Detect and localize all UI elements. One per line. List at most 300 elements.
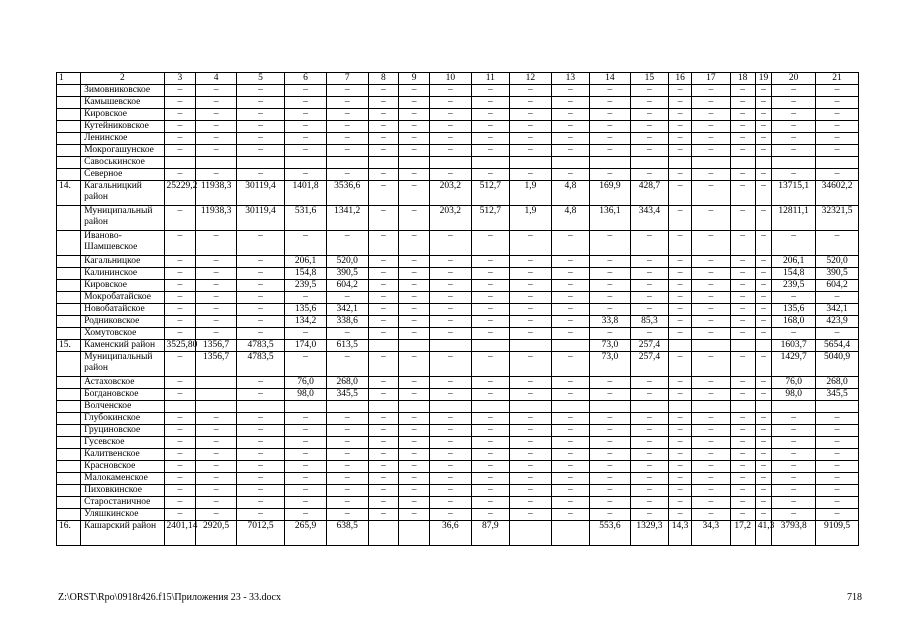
value-cell: – <box>692 377 730 389</box>
value-cell: – <box>164 121 196 133</box>
value-cell: – <box>551 85 589 97</box>
row-number-cell: 16. <box>57 521 81 546</box>
value-cell: – <box>669 437 692 449</box>
value-cell: – <box>630 413 668 425</box>
value-cell: – <box>692 97 730 109</box>
value-cell: – <box>164 449 196 461</box>
value-cell: – <box>285 425 327 437</box>
value-cell: – <box>368 206 399 231</box>
value-cell: – <box>816 133 859 145</box>
value-cell: – <box>399 389 430 401</box>
value-cell: – <box>196 328 237 340</box>
value-cell: – <box>816 328 859 340</box>
value-cell: – <box>772 169 816 181</box>
value-cell: – <box>669 169 692 181</box>
value-cell: – <box>755 97 771 109</box>
table-row <box>57 292 859 304</box>
value-cell: 32321,5 <box>816 206 859 231</box>
value-cell: – <box>590 389 631 401</box>
value-cell: 512,7 <box>471 206 509 231</box>
table-row <box>57 352 859 377</box>
value-cell: – <box>630 449 668 461</box>
value-cell: – <box>326 473 368 485</box>
value-cell <box>429 157 471 169</box>
value-cell: 265,9 <box>285 521 327 546</box>
value-cell: – <box>164 280 196 292</box>
value-cell: – <box>471 268 509 280</box>
value-cell: – <box>368 231 399 256</box>
value-cell: – <box>471 292 509 304</box>
value-cell: – <box>730 85 755 97</box>
value-cell: – <box>551 169 589 181</box>
value-cell <box>692 401 730 413</box>
value-cell: – <box>730 268 755 280</box>
value-cell: 1356,7 <box>196 340 237 352</box>
row-name-cell: Волченское <box>81 401 164 413</box>
column-header-cell: 1 <box>57 73 81 85</box>
value-cell: – <box>399 85 430 97</box>
table-row <box>57 497 859 509</box>
value-cell: – <box>429 437 471 449</box>
value-cell: – <box>755 109 771 121</box>
value-cell: – <box>285 485 327 497</box>
value-cell: – <box>772 121 816 133</box>
table-row <box>57 340 859 352</box>
value-cell: 2401,14 <box>164 521 196 546</box>
row-number-cell <box>57 425 81 437</box>
value-cell: – <box>590 268 631 280</box>
value-cell <box>551 340 589 352</box>
value-cell: – <box>326 485 368 497</box>
value-cell: – <box>551 304 589 316</box>
value-cell: – <box>164 133 196 145</box>
table-row <box>57 109 859 121</box>
value-cell: – <box>551 121 589 133</box>
value-cell: – <box>590 509 631 521</box>
row-name-cell: Груциновское <box>81 425 164 437</box>
value-cell: 531,6 <box>285 206 327 231</box>
value-cell: – <box>551 292 589 304</box>
value-cell <box>510 340 552 352</box>
value-cell: – <box>429 413 471 425</box>
value-cell: – <box>399 280 430 292</box>
value-cell: – <box>551 389 589 401</box>
value-cell: 34,3 <box>692 521 730 546</box>
value-cell <box>196 389 237 401</box>
value-cell: – <box>730 292 755 304</box>
value-cell: – <box>285 109 327 121</box>
value-cell: – <box>471 256 509 268</box>
value-cell: – <box>551 97 589 109</box>
value-cell: – <box>551 109 589 121</box>
value-cell: – <box>590 413 631 425</box>
value-cell: – <box>590 145 631 157</box>
value-cell: – <box>196 109 237 121</box>
value-cell: – <box>196 497 237 509</box>
value-cell: – <box>196 97 237 109</box>
row-number-cell <box>57 231 81 256</box>
value-cell: – <box>285 97 327 109</box>
value-cell: – <box>471 133 509 145</box>
value-cell: – <box>669 280 692 292</box>
value-cell: – <box>669 268 692 280</box>
value-cell: – <box>692 461 730 473</box>
value-cell: – <box>510 377 552 389</box>
value-cell: – <box>236 292 284 304</box>
value-cell: – <box>471 145 509 157</box>
value-cell: – <box>399 268 430 280</box>
value-cell: – <box>551 485 589 497</box>
value-cell: – <box>551 437 589 449</box>
value-cell: – <box>755 169 771 181</box>
value-cell: – <box>630 133 668 145</box>
row-name-cell: Зимовниковское <box>81 85 164 97</box>
value-cell: – <box>285 85 327 97</box>
value-cell: – <box>164 256 196 268</box>
value-cell: – <box>692 413 730 425</box>
value-cell: – <box>816 109 859 121</box>
value-cell: – <box>399 509 430 521</box>
value-cell: – <box>730 121 755 133</box>
row-name-cell: Красновское <box>81 461 164 473</box>
value-cell: – <box>590 280 631 292</box>
value-cell: – <box>399 485 430 497</box>
value-cell: 30119,4 <box>236 206 284 231</box>
value-cell: – <box>285 169 327 181</box>
value-cell: – <box>510 292 552 304</box>
value-cell: – <box>368 121 399 133</box>
table-row <box>57 157 859 169</box>
value-cell: – <box>471 425 509 437</box>
value-cell: – <box>755 352 771 377</box>
value-cell: – <box>196 268 237 280</box>
value-cell: – <box>429 389 471 401</box>
table-header-row <box>57 73 859 85</box>
value-cell <box>326 401 368 413</box>
value-cell: – <box>429 473 471 485</box>
value-cell: – <box>236 437 284 449</box>
value-cell: – <box>590 485 631 497</box>
value-cell: – <box>551 473 589 485</box>
value-cell: – <box>236 485 284 497</box>
value-cell: – <box>326 97 368 109</box>
value-cell: 203,2 <box>429 206 471 231</box>
value-cell: – <box>510 389 552 401</box>
row-number-cell <box>57 509 81 521</box>
table-row <box>57 437 859 449</box>
row-number-cell <box>57 328 81 340</box>
value-cell: – <box>772 437 816 449</box>
value-cell: – <box>730 485 755 497</box>
value-cell: – <box>755 280 771 292</box>
value-cell: – <box>196 280 237 292</box>
row-name-cell: Муниципальный район <box>81 206 164 231</box>
value-cell: – <box>368 280 399 292</box>
row-number-cell <box>57 256 81 268</box>
value-cell <box>730 157 755 169</box>
value-cell: – <box>326 328 368 340</box>
value-cell: 34602,2 <box>816 181 859 206</box>
value-cell <box>429 340 471 352</box>
value-cell: 1341,2 <box>326 206 368 231</box>
value-cell: – <box>164 328 196 340</box>
row-number-cell <box>57 377 81 389</box>
value-cell: – <box>590 97 631 109</box>
data-table <box>56 72 859 546</box>
value-cell: – <box>510 497 552 509</box>
value-cell: – <box>669 473 692 485</box>
value-cell: 1,9 <box>510 181 552 206</box>
value-cell: – <box>471 473 509 485</box>
value-cell: – <box>816 485 859 497</box>
value-cell: – <box>669 425 692 437</box>
row-name-cell: Кировское <box>81 109 164 121</box>
value-cell <box>196 401 237 413</box>
value-cell: 1603,7 <box>772 340 816 352</box>
value-cell: – <box>429 509 471 521</box>
row-name-cell: Уляшкинское <box>81 509 164 521</box>
value-cell: – <box>368 437 399 449</box>
table-body <box>57 73 859 546</box>
value-cell: – <box>368 109 399 121</box>
value-cell <box>471 157 509 169</box>
row-name-cell: Астаховское <box>81 377 164 389</box>
value-cell: 428,7 <box>630 181 668 206</box>
value-cell: – <box>236 389 284 401</box>
value-cell: – <box>399 425 430 437</box>
value-cell: – <box>368 413 399 425</box>
value-cell: – <box>590 292 631 304</box>
value-cell: – <box>164 497 196 509</box>
value-cell: – <box>326 425 368 437</box>
value-cell <box>669 340 692 352</box>
table-row <box>57 280 859 292</box>
value-cell: – <box>368 425 399 437</box>
value-cell: – <box>429 97 471 109</box>
value-cell: – <box>772 461 816 473</box>
value-cell <box>510 521 552 546</box>
value-cell: – <box>590 304 631 316</box>
value-cell: – <box>669 509 692 521</box>
value-cell: – <box>590 85 631 97</box>
value-cell: 5654,4 <box>816 340 859 352</box>
value-cell: – <box>471 437 509 449</box>
value-cell: 342,1 <box>326 304 368 316</box>
value-cell: 11938,3 <box>196 181 237 206</box>
row-number-cell <box>57 389 81 401</box>
row-name-cell: Калининское <box>81 268 164 280</box>
value-cell: – <box>510 97 552 109</box>
value-cell: – <box>236 280 284 292</box>
row-name-cell: Глубокинское <box>81 413 164 425</box>
value-cell: – <box>429 231 471 256</box>
value-cell: – <box>669 497 692 509</box>
value-cell: – <box>816 509 859 521</box>
value-cell: – <box>772 497 816 509</box>
value-cell <box>236 401 284 413</box>
value-cell <box>399 401 430 413</box>
value-cell: – <box>755 206 771 231</box>
value-cell: – <box>510 461 552 473</box>
value-cell: – <box>164 292 196 304</box>
value-cell: – <box>399 121 430 133</box>
value-cell: 638,5 <box>326 521 368 546</box>
table-row <box>57 316 859 328</box>
value-cell: 168,0 <box>772 316 816 328</box>
row-number-cell <box>57 485 81 497</box>
row-number-cell <box>57 133 81 145</box>
table-row <box>57 133 859 145</box>
value-cell: – <box>164 304 196 316</box>
value-cell: 520,0 <box>326 256 368 268</box>
column-header-cell: 16 <box>669 73 692 85</box>
value-cell: – <box>669 97 692 109</box>
value-cell: – <box>755 256 771 268</box>
value-cell: 7012,5 <box>236 521 284 546</box>
value-cell: – <box>510 231 552 256</box>
value-cell: – <box>196 231 237 256</box>
value-cell: – <box>772 413 816 425</box>
value-cell: 25229,2 <box>164 181 196 206</box>
table-row <box>57 425 859 437</box>
table-row <box>57 485 859 497</box>
value-cell: – <box>164 316 196 328</box>
value-cell: 135,6 <box>285 304 327 316</box>
value-cell: 512,7 <box>471 181 509 206</box>
value-cell: – <box>510 328 552 340</box>
value-cell <box>669 401 692 413</box>
row-number-cell: 15. <box>57 340 81 352</box>
value-cell <box>730 401 755 413</box>
value-cell <box>590 401 631 413</box>
row-number-cell <box>57 316 81 328</box>
value-cell: – <box>730 206 755 231</box>
value-cell: 87,9 <box>471 521 509 546</box>
column-header-cell: 8 <box>368 73 399 85</box>
value-cell <box>285 157 327 169</box>
value-cell: – <box>196 449 237 461</box>
value-cell <box>196 157 237 169</box>
value-cell: – <box>429 461 471 473</box>
value-cell: – <box>755 133 771 145</box>
value-cell: – <box>510 121 552 133</box>
value-cell: – <box>551 449 589 461</box>
table-row <box>57 97 859 109</box>
value-cell: – <box>368 449 399 461</box>
value-cell: – <box>772 485 816 497</box>
value-cell: – <box>399 413 430 425</box>
value-cell: – <box>429 497 471 509</box>
value-cell: – <box>164 413 196 425</box>
value-cell: 3525,80 <box>164 340 196 352</box>
value-cell: – <box>399 206 430 231</box>
row-name-cell: Кагальницкий район <box>81 181 164 206</box>
column-header-cell: 20 <box>772 73 816 85</box>
value-cell: – <box>164 169 196 181</box>
value-cell: 1429,7 <box>772 352 816 377</box>
value-cell: – <box>196 256 237 268</box>
value-cell: – <box>669 85 692 97</box>
value-cell: – <box>669 109 692 121</box>
value-cell: – <box>630 425 668 437</box>
value-cell: – <box>510 133 552 145</box>
value-cell: – <box>551 280 589 292</box>
value-cell: – <box>755 449 771 461</box>
value-cell: – <box>285 133 327 145</box>
value-cell: – <box>630 485 668 497</box>
value-cell: – <box>755 425 771 437</box>
value-cell: – <box>399 449 430 461</box>
value-cell: 3536,6 <box>326 181 368 206</box>
value-cell: 12811,1 <box>772 206 816 231</box>
value-cell: 17,2 <box>730 521 755 546</box>
value-cell: – <box>399 304 430 316</box>
value-cell: – <box>630 121 668 133</box>
value-cell: – <box>164 206 196 231</box>
value-cell: – <box>236 268 284 280</box>
table-row <box>57 256 859 268</box>
table-row <box>57 268 859 280</box>
value-cell: – <box>730 145 755 157</box>
value-cell: – <box>399 377 430 389</box>
value-cell: – <box>368 145 399 157</box>
value-cell: – <box>326 145 368 157</box>
value-cell: – <box>326 169 368 181</box>
value-cell: – <box>196 461 237 473</box>
value-cell: – <box>164 473 196 485</box>
value-cell: – <box>196 304 237 316</box>
value-cell: – <box>429 316 471 328</box>
value-cell: – <box>730 304 755 316</box>
value-cell: – <box>669 145 692 157</box>
value-cell: – <box>399 316 430 328</box>
row-number-cell <box>57 292 81 304</box>
value-cell: – <box>368 328 399 340</box>
row-number-cell <box>57 280 81 292</box>
value-cell: – <box>590 497 631 509</box>
value-cell: – <box>285 328 327 340</box>
value-cell: – <box>236 109 284 121</box>
value-cell: – <box>510 280 552 292</box>
value-cell: – <box>669 133 692 145</box>
value-cell: – <box>368 461 399 473</box>
value-cell: – <box>368 292 399 304</box>
value-cell: – <box>730 352 755 377</box>
value-cell: – <box>755 316 771 328</box>
value-cell: – <box>692 509 730 521</box>
value-cell: – <box>196 473 237 485</box>
value-cell <box>630 157 668 169</box>
value-cell: – <box>551 145 589 157</box>
value-cell: – <box>755 377 771 389</box>
value-cell: – <box>368 473 399 485</box>
value-cell: – <box>510 509 552 521</box>
value-cell: 154,8 <box>285 268 327 280</box>
value-cell: – <box>730 256 755 268</box>
value-cell: – <box>816 425 859 437</box>
value-cell: – <box>551 133 589 145</box>
value-cell: – <box>590 328 631 340</box>
row-number-cell <box>57 145 81 157</box>
value-cell: 206,1 <box>285 256 327 268</box>
value-cell: – <box>471 389 509 401</box>
value-cell: 1401,8 <box>285 181 327 206</box>
value-cell: 36,6 <box>429 521 471 546</box>
value-cell: – <box>630 292 668 304</box>
value-cell: – <box>429 304 471 316</box>
value-cell: 257,4 <box>630 352 668 377</box>
value-cell <box>196 377 237 389</box>
